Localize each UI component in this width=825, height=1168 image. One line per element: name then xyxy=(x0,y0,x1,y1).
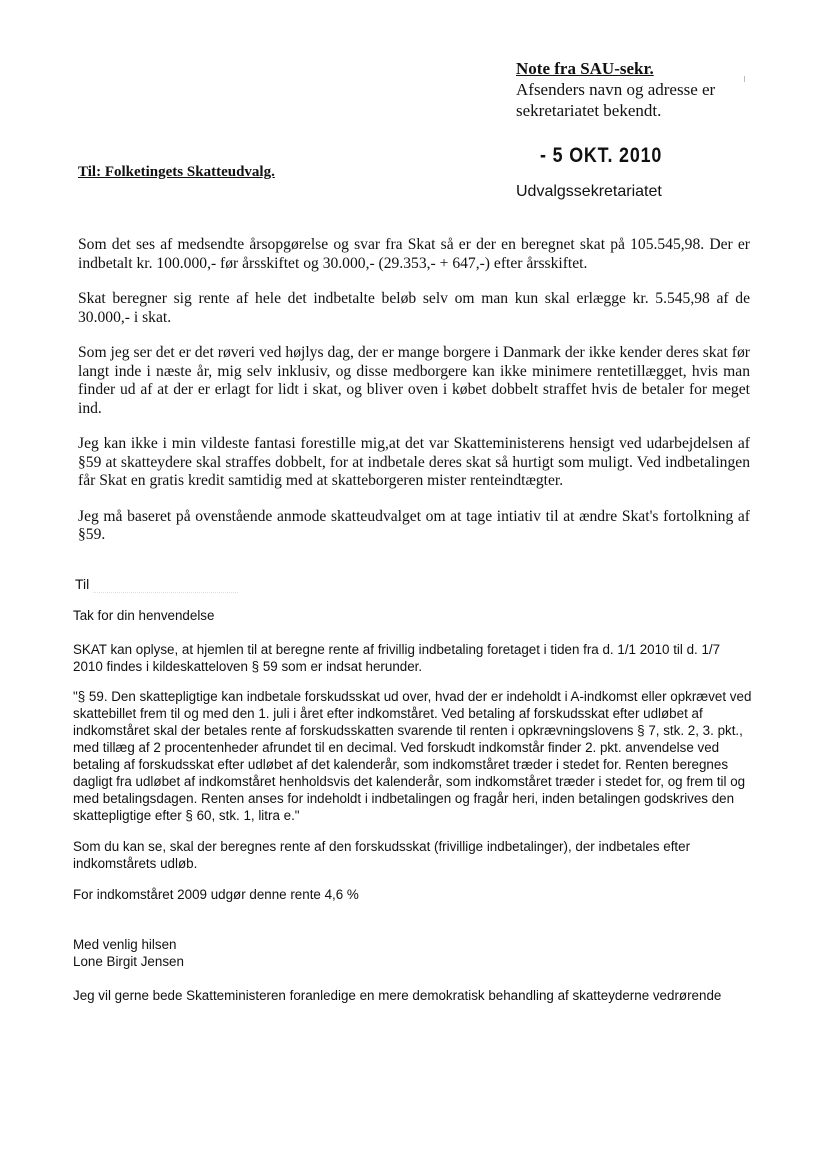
reply-signature xyxy=(73,936,753,970)
reply-paragraph-1 xyxy=(73,641,753,675)
reply-thanks-text: Tak for din henvendelse xyxy=(73,608,215,623)
redacted-recipient xyxy=(93,578,238,593)
signature-greeting: Med venlig hilsen xyxy=(73,937,177,952)
reply-text: SKAT kan oplyse, at hjemlen til at beregne rente af frivillig indbetaling foretaget i tiden fra d. 1/1 2010 til d. 1/7 2010 findes i kildeskatteloven § 59 som er indsat herunder. xyxy=(73,642,721,674)
letter-paragraph: Som det ses af medsendte årsopgørelse og svar fra Skat så er der en beregnet skat på 105.545,98. Der er indbetalt kr. 100.000,- før årsskiftet og 30.000,- (29.353,- + 647,-) efter årsskiftet. xyxy=(78,236,750,272)
closing-sentence xyxy=(73,987,753,1004)
letter-paragraph: Jeg må baseret på ovenstående anmode skatteudvalget om at tage intiativ til at ændre Skat's fortolkning af §59. xyxy=(78,507,750,543)
reply-law-quote xyxy=(73,688,753,824)
letter-recipient: Til: Folketingets Skatteudvalg. xyxy=(78,164,275,180)
reply-text: "§ 59. Den skattepligtige kan indbetale forskudsskat ud over, hvad der er indeholdt i A-indkomst eller opkrævet ved skattebillet frem til og med den 1. juli i året efter indkomståret. Ved betaling af forskudsskat efter udløbet af indkomståret skal der betales rente af forskudsskatten svarende til renten i opkrævningslovens § 7, stk. 2, 3. pkt., med tillæg af 2 procentenheder afrundet til en decimal. Ved forskudt indkomstår finder 2. pkt. anvendelse ved betaling af forskudsskat efter udløbet af det kalenderår, som indkomståret træder i stedet for. Renten beregnes dagligt fra udløbet af indkomståret henholdsvis det kalenderår, som indkomståret træder i stedet for, og frem til og med betalingsdagen. Renten anses for indeholdt i indbetalingen og fragår heri, inden betalingen godskrives den skattepligtige efter § 60, stk. 1, litra e." xyxy=(73,689,752,823)
reply-to-label: Til xyxy=(75,576,90,592)
note-title: Note fra SAU-sekr. xyxy=(516,59,654,78)
secretariat-note xyxy=(516,58,756,121)
reply-text: For indkomståret 2009 udgør denne rente 4,6 % xyxy=(73,887,359,902)
reply-text: Som du kan se, skal der beregnes rente af den forskudsskat (frivillige indbetalinger), der indbetales efter indkomstårets udløb. xyxy=(73,839,691,871)
note-body: Afsenders navn og adresse er sekretariatet bekendt. xyxy=(516,80,716,120)
reply-paragraph-3 xyxy=(73,838,753,872)
letter-paragraph: Som jeg ser det er det røveri ved højlys dag, der er mange borgere i Danmark der ikke kender deres skat før langt inde i næste år, mig selv inklusiv, og disse medborgere kan ikke minimere rentetillægget, hvis man finder ud af at der er erlagt for lidt i skat, og bliver oven i købet dobbelt straffet hvis de betaler for meget ind. xyxy=(78,344,750,417)
received-date-stamp: - 5 OKT. 2010 xyxy=(540,144,663,167)
letter-paragraph: Jeg kan ikke i min vildeste fantasi forestille mig,at det var Skatteministerens hensigt ved udarbejdelsen af §59 at skatteydere skal straffes dobbelt, for at indbetale deres skat så hurtigt som muligt. Ved indbetalingen får Skat en gratis kredit samtidig med at skatteborgeren mister renteindtægter. xyxy=(78,435,750,489)
scan-mark xyxy=(744,76,745,82)
signature-name: Lone Birgit Jensen xyxy=(73,954,184,969)
closing-text: Jeg vil gerne bede Skatteministeren foranledige en mere demokratisk behandling af skatteyderne vedrørende xyxy=(73,988,722,1003)
reply-to-line xyxy=(75,576,238,593)
letter-body xyxy=(78,236,750,562)
received-office-stamp: Udvalgssekretariatet xyxy=(516,183,662,200)
reply-thanks xyxy=(73,607,753,624)
letter-paragraph: Skat beregner sig rente af hele det indbetalte beløb selv om man kun skal erlægge kr. 5.545,98 af de 30.000,- i skat. xyxy=(78,290,750,326)
reply-paragraph-4 xyxy=(73,886,753,903)
